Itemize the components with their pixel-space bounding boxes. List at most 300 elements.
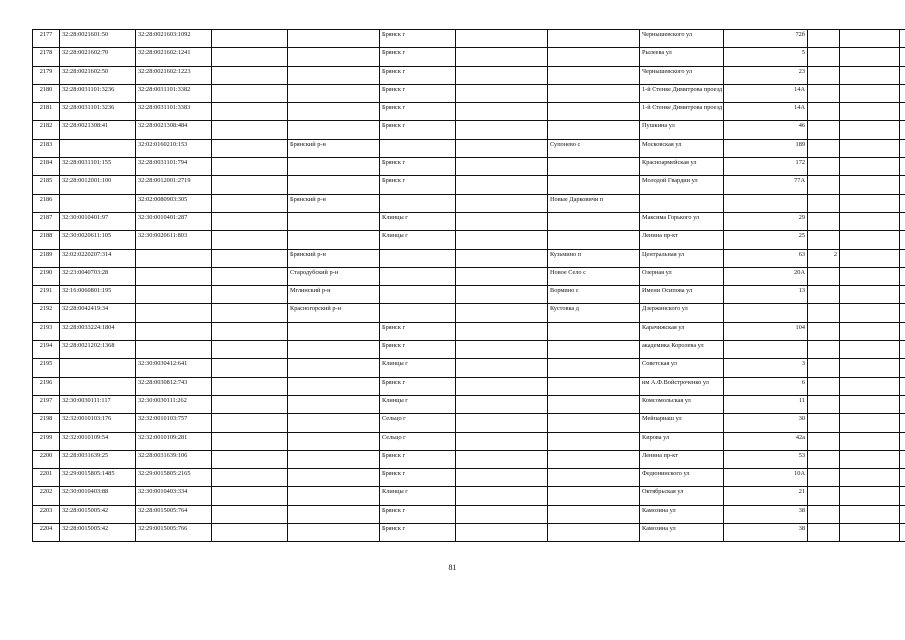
table-row <box>33 30 905 48</box>
city-cell: Брянск г <box>380 505 456 523</box>
blank-cell <box>900 231 905 249</box>
blank-cell <box>456 48 548 66</box>
table-row <box>33 286 905 304</box>
street-cell: Камозина ул <box>640 505 724 523</box>
blank-cell <box>900 158 905 176</box>
blank-cell <box>900 524 905 542</box>
object-cadastral-number-cell <box>136 249 212 267</box>
cadastral-number-cell: 32:30:0010401:97 <box>60 212 136 230</box>
building-cell <box>808 103 840 121</box>
row-number-cell: 2194 <box>33 341 60 359</box>
city-cell: Брянск г <box>380 121 456 139</box>
district-cell <box>288 30 380 48</box>
cadastral-number-cell: 32:28:0021602:70 <box>60 48 136 66</box>
district-cell: Мглинский р-н <box>288 286 380 304</box>
table-row <box>33 231 905 249</box>
row-number-cell: 2195 <box>33 359 60 377</box>
cadastral-number-cell: 32:32:0010109:54 <box>60 432 136 450</box>
cadastral-number-cell: 32:28:0021308:41 <box>60 121 136 139</box>
row-number-cell: 2196 <box>33 377 60 395</box>
street-cell: Камозина ул <box>640 524 724 542</box>
district-cell <box>288 432 380 450</box>
blank-cell <box>900 84 905 102</box>
settlement-cell <box>548 487 640 505</box>
blank-cell <box>456 487 548 505</box>
cadastral-number-cell: 32:28:0031101:3236 <box>60 84 136 102</box>
building-cell <box>808 48 840 66</box>
row-number-cell: 2186 <box>33 194 60 212</box>
object-cadastral-number-cell: 32:28:0012001:2719 <box>136 176 212 194</box>
cadastral-number-cell: 32:30:0030111:117 <box>60 395 136 413</box>
blank-cell <box>456 432 548 450</box>
blank-cell <box>212 414 288 432</box>
cadastral-number-cell: 32:28:0031101:3236 <box>60 103 136 121</box>
building-cell: 2 <box>808 249 840 267</box>
blank-cell <box>456 524 548 542</box>
city-cell: Брянск г <box>380 377 456 395</box>
object-cadastral-number-cell: 32:28:0031101:794 <box>136 158 212 176</box>
city-cell: Брянск г <box>380 450 456 468</box>
blank-cell <box>900 341 905 359</box>
district-cell <box>288 158 380 176</box>
row-number-cell: 2197 <box>33 395 60 413</box>
blank-cell <box>840 267 900 285</box>
blank-cell <box>456 286 548 304</box>
street-cell: Чернышевского ул <box>640 30 724 48</box>
blank-cell <box>456 469 548 487</box>
settlement-cell: Новое Село с <box>548 267 640 285</box>
house-number-cell <box>724 341 808 359</box>
table-row <box>33 66 905 84</box>
city-cell: Сельцо г <box>380 414 456 432</box>
blank-cell <box>840 487 900 505</box>
table-body <box>33 30 905 542</box>
cadastral-number-cell: 32:28:0021202:1368 <box>60 341 136 359</box>
table-row <box>33 267 905 285</box>
blank-cell <box>212 377 288 395</box>
blank-cell <box>212 432 288 450</box>
building-cell <box>808 524 840 542</box>
building-cell <box>808 212 840 230</box>
building-cell <box>808 158 840 176</box>
city-cell: Брянск г <box>380 322 456 340</box>
blank-cell <box>900 267 905 285</box>
blank-cell <box>840 249 900 267</box>
settlement-cell <box>548 450 640 468</box>
building-cell <box>808 176 840 194</box>
row-number-cell: 2184 <box>33 158 60 176</box>
district-cell <box>288 66 380 84</box>
object-cadastral-number-cell: 32:02:0080903:305 <box>136 194 212 212</box>
street-cell <box>640 194 724 212</box>
blank-cell <box>840 121 900 139</box>
row-number-cell: 2189 <box>33 249 60 267</box>
row-number-cell: 2199 <box>33 432 60 450</box>
table-row <box>33 505 905 523</box>
blank-cell <box>456 395 548 413</box>
city-cell <box>380 286 456 304</box>
street-cell: Федюнинского ул <box>640 469 724 487</box>
blank-cell <box>212 48 288 66</box>
blank-cell <box>840 139 900 157</box>
object-cadastral-number-cell: 32:28:0031101:3383 <box>136 103 212 121</box>
settlement-cell <box>548 322 640 340</box>
object-cadastral-number-cell <box>136 322 212 340</box>
house-number-cell: 38 <box>724 524 808 542</box>
table-row <box>33 414 905 432</box>
object-cadastral-number-cell <box>136 304 212 322</box>
blank-cell <box>212 194 288 212</box>
blank-cell <box>456 194 548 212</box>
object-cadastral-number-cell: 32:30:0020611:803 <box>136 231 212 249</box>
building-cell <box>808 450 840 468</box>
blank-cell <box>900 249 905 267</box>
house-number-cell: 30 <box>724 414 808 432</box>
district-cell <box>288 450 380 468</box>
cadastral-number-cell: 32:28:0033224:1804 <box>60 322 136 340</box>
cadastral-number-cell <box>60 194 136 212</box>
blank-cell <box>900 103 905 121</box>
settlement-cell <box>548 505 640 523</box>
blank-cell <box>900 377 905 395</box>
table-row <box>33 139 905 157</box>
blank-cell <box>212 286 288 304</box>
table-row <box>33 487 905 505</box>
blank-cell <box>900 48 905 66</box>
settlement-cell: Новые Дарковичи п <box>548 194 640 212</box>
settlement-cell <box>548 341 640 359</box>
city-cell <box>380 304 456 322</box>
settlement-cell <box>548 469 640 487</box>
city-cell: Сельцо г <box>380 432 456 450</box>
city-cell: Брянск г <box>380 469 456 487</box>
cadastral-number-cell <box>60 377 136 395</box>
district-cell <box>288 176 380 194</box>
city-cell: Клинцы г <box>380 212 456 230</box>
blank-cell <box>212 212 288 230</box>
building-cell <box>808 432 840 450</box>
building-cell <box>808 322 840 340</box>
blank-cell <box>456 231 548 249</box>
settlement-cell <box>548 359 640 377</box>
blank-cell <box>840 231 900 249</box>
city-cell: Клинцы г <box>380 359 456 377</box>
blank-cell <box>212 158 288 176</box>
blank-cell <box>212 487 288 505</box>
city-cell: Клинцы г <box>380 395 456 413</box>
house-number-cell: 42а <box>724 432 808 450</box>
row-number-cell: 2193 <box>33 322 60 340</box>
blank-cell <box>456 304 548 322</box>
settlement-cell <box>548 231 640 249</box>
building-cell <box>808 30 840 48</box>
street-cell: им А.Ф.Войстроченко ул <box>640 377 724 395</box>
object-cadastral-number-cell: 32:28:0021308:484 <box>136 121 212 139</box>
district-cell <box>288 487 380 505</box>
district-cell: Красногорский р-н <box>288 304 380 322</box>
district-cell <box>288 414 380 432</box>
district-cell: Брянский р-н <box>288 139 380 157</box>
street-cell: Рылеева ул <box>640 48 724 66</box>
cadastral-number-cell: 32:30:0020611:105 <box>60 231 136 249</box>
city-cell: Брянск г <box>380 524 456 542</box>
district-cell <box>288 505 380 523</box>
row-number-cell: 2191 <box>33 286 60 304</box>
house-number-cell: 10А <box>724 469 808 487</box>
street-cell: Ленина пр-кт <box>640 231 724 249</box>
building-cell <box>808 505 840 523</box>
object-cadastral-number-cell: 32:29:0015005:766 <box>136 524 212 542</box>
settlement-cell <box>548 66 640 84</box>
page-number: 81 <box>448 563 457 572</box>
blank-cell <box>900 359 905 377</box>
cadastral-number-cell: 32:28:0021601:50 <box>60 30 136 48</box>
street-cell: Максима Горького ул <box>640 212 724 230</box>
house-number-cell <box>724 304 808 322</box>
street-cell: Московская ул <box>640 139 724 157</box>
blank-cell <box>456 139 548 157</box>
blank-cell <box>840 341 900 359</box>
blank-cell <box>900 212 905 230</box>
city-cell <box>380 139 456 157</box>
street-cell: Имени Осипова ул <box>640 286 724 304</box>
table-row <box>33 48 905 66</box>
object-cadastral-number-cell: 32:28:0021602:1241 <box>136 48 212 66</box>
house-number-cell: 6 <box>724 377 808 395</box>
row-number-cell: 2201 <box>33 469 60 487</box>
district-cell: Стародубский р-н <box>288 267 380 285</box>
building-cell <box>808 304 840 322</box>
settlement-cell <box>548 48 640 66</box>
city-cell: Клинцы г <box>380 231 456 249</box>
row-number-cell: 2200 <box>33 450 60 468</box>
row-number-cell: 2203 <box>33 505 60 523</box>
row-number-cell: 2204 <box>33 524 60 542</box>
building-cell <box>808 84 840 102</box>
city-cell: Клинцы г <box>380 487 456 505</box>
street-cell: Ленина пр-кт <box>640 450 724 468</box>
blank-cell <box>840 212 900 230</box>
blank-cell <box>900 286 905 304</box>
blank-cell <box>900 66 905 84</box>
cadastral-number-cell: 32:28:0031101:155 <box>60 158 136 176</box>
blank-cell <box>900 194 905 212</box>
street-cell: 1-й Стенке Димитрова проезд <box>640 84 724 102</box>
house-number-cell: 77А <box>724 176 808 194</box>
table-row <box>33 84 905 102</box>
blank-cell <box>456 30 548 48</box>
table-row <box>33 322 905 340</box>
blank-cell <box>840 450 900 468</box>
table-row <box>33 304 905 322</box>
table-row <box>33 395 905 413</box>
blank-cell <box>456 322 548 340</box>
blank-cell <box>456 359 548 377</box>
district-cell <box>288 322 380 340</box>
blank-cell <box>456 450 548 468</box>
city-cell <box>380 194 456 212</box>
cadastral-number-cell: 32:28:0031639:25 <box>60 450 136 468</box>
row-number-cell: 2198 <box>33 414 60 432</box>
object-cadastral-number-cell: 32:32:0010103:757 <box>136 414 212 432</box>
cadastral-number-cell: 32:32:0010103:176 <box>60 414 136 432</box>
building-cell <box>808 414 840 432</box>
table-row <box>33 212 905 230</box>
object-cadastral-number-cell: 32:30:0030111:262 <box>136 395 212 413</box>
settlement-cell <box>548 103 640 121</box>
table-row <box>33 176 905 194</box>
settlement-cell <box>548 121 640 139</box>
blank-cell <box>212 395 288 413</box>
blank-cell <box>456 249 548 267</box>
settlement-cell <box>548 432 640 450</box>
house-number-cell: 63 <box>724 249 808 267</box>
settlement-cell: Кустовка д <box>548 304 640 322</box>
table-row <box>33 377 905 395</box>
table-row <box>33 249 905 267</box>
street-cell: академика Королева ул <box>640 341 724 359</box>
object-cadastral-number-cell: 32:28:0015005:764 <box>136 505 212 523</box>
object-cadastral-number-cell: 32:28:0031639:106 <box>136 450 212 468</box>
settlement-cell <box>548 377 640 395</box>
row-number-cell: 2182 <box>33 121 60 139</box>
blank-cell <box>840 30 900 48</box>
blank-cell <box>840 377 900 395</box>
street-cell: Центральная ул <box>640 249 724 267</box>
object-cadastral-number-cell: 32:30:0010401:287 <box>136 212 212 230</box>
table-row <box>33 194 905 212</box>
house-number-cell: 25 <box>724 231 808 249</box>
city-cell: Брянск г <box>380 176 456 194</box>
building-cell <box>808 469 840 487</box>
blank-cell <box>900 121 905 139</box>
street-cell: Советская ул <box>640 359 724 377</box>
row-number-cell: 2188 <box>33 231 60 249</box>
building-cell <box>808 194 840 212</box>
blank-cell <box>840 469 900 487</box>
district-cell: Брянский р-н <box>288 194 380 212</box>
blank-cell <box>840 66 900 84</box>
district-cell <box>288 48 380 66</box>
blank-cell <box>840 176 900 194</box>
blank-cell <box>840 432 900 450</box>
building-cell <box>808 139 840 157</box>
house-number-cell: 46 <box>724 121 808 139</box>
building-cell <box>808 286 840 304</box>
house-number-cell: 21 <box>724 487 808 505</box>
street-cell: Озерная ул <box>640 267 724 285</box>
city-cell: Брянск г <box>380 341 456 359</box>
blank-cell <box>212 341 288 359</box>
street-cell: Комсомольская ул <box>640 395 724 413</box>
blank-cell <box>840 103 900 121</box>
street-cell: Чернышевского ул <box>640 66 724 84</box>
building-cell <box>808 359 840 377</box>
district-cell <box>288 341 380 359</box>
cadastral-number-cell: 32:29:0015805:1485 <box>60 469 136 487</box>
blank-cell <box>840 505 900 523</box>
city-cell: Брянск г <box>380 48 456 66</box>
blank-cell <box>212 121 288 139</box>
building-cell <box>808 66 840 84</box>
blank-cell <box>900 304 905 322</box>
house-number-cell: 172 <box>724 158 808 176</box>
district-cell <box>288 395 380 413</box>
blank-cell <box>212 505 288 523</box>
settlement-cell <box>548 158 640 176</box>
house-number-cell: 104 <box>724 322 808 340</box>
row-number-cell: 2178 <box>33 48 60 66</box>
house-number-cell: 189 <box>724 139 808 157</box>
blank-cell <box>212 304 288 322</box>
blank-cell <box>840 524 900 542</box>
street-cell: Кирова ул <box>640 432 724 450</box>
blank-cell <box>456 84 548 102</box>
settlement-cell: Супонево с <box>548 139 640 157</box>
row-number-cell: 2190 <box>33 267 60 285</box>
blank-cell <box>840 158 900 176</box>
street-cell: Пушкина ул <box>640 121 724 139</box>
blank-cell <box>212 450 288 468</box>
blank-cell <box>840 414 900 432</box>
building-cell <box>808 121 840 139</box>
blank-cell <box>900 414 905 432</box>
object-cadastral-number-cell: 32:28:0021602:1223 <box>136 66 212 84</box>
cadastral-number-cell: 32:28:0021602:50 <box>60 66 136 84</box>
row-number-cell: 2183 <box>33 139 60 157</box>
blank-cell <box>900 450 905 468</box>
settlement-cell: Кузьмино п <box>548 249 640 267</box>
blank-cell <box>456 158 548 176</box>
blank-cell <box>840 359 900 377</box>
settlement-cell <box>548 176 640 194</box>
house-number-cell: 14А <box>724 103 808 121</box>
object-cadastral-number-cell: 32:32:0010109:281 <box>136 432 212 450</box>
settlement-cell <box>548 524 640 542</box>
house-number-cell: 14А <box>724 84 808 102</box>
object-cadastral-number-cell <box>136 267 212 285</box>
house-number-cell: 5 <box>724 48 808 66</box>
object-cadastral-number-cell: 32:28:0021603:1092 <box>136 30 212 48</box>
object-cadastral-number-cell: 32:30:0030412:641 <box>136 359 212 377</box>
cadastral-number-cell: 32:28:0012001:100 <box>60 176 136 194</box>
blank-cell <box>900 469 905 487</box>
blank-cell <box>840 48 900 66</box>
settlement-cell <box>548 212 640 230</box>
city-cell: Брянск г <box>380 103 456 121</box>
district-cell: Брянский р-н <box>288 249 380 267</box>
settlement-cell <box>548 395 640 413</box>
row-number-cell: 2202 <box>33 487 60 505</box>
street-cell: Мейпариаш ул <box>640 414 724 432</box>
street-cell: Молодой Гвардии ул <box>640 176 724 194</box>
building-cell <box>808 395 840 413</box>
street-cell: 1-й Стенке Димитрова проезд <box>640 103 724 121</box>
house-number-cell: 20А <box>724 267 808 285</box>
cadastral-number-cell: 32:02:0220207:314 <box>60 249 136 267</box>
house-number-cell: 72б <box>724 30 808 48</box>
object-cadastral-number-cell: 32:02:0160210:153 <box>136 139 212 157</box>
city-cell <box>380 267 456 285</box>
blank-cell <box>900 487 905 505</box>
blank-cell <box>456 267 548 285</box>
blank-cell <box>900 176 905 194</box>
table-row <box>33 359 905 377</box>
object-cadastral-number-cell: 32:28:0030812:743 <box>136 377 212 395</box>
blank-cell <box>212 139 288 157</box>
district-cell <box>288 359 380 377</box>
table-row <box>33 158 905 176</box>
